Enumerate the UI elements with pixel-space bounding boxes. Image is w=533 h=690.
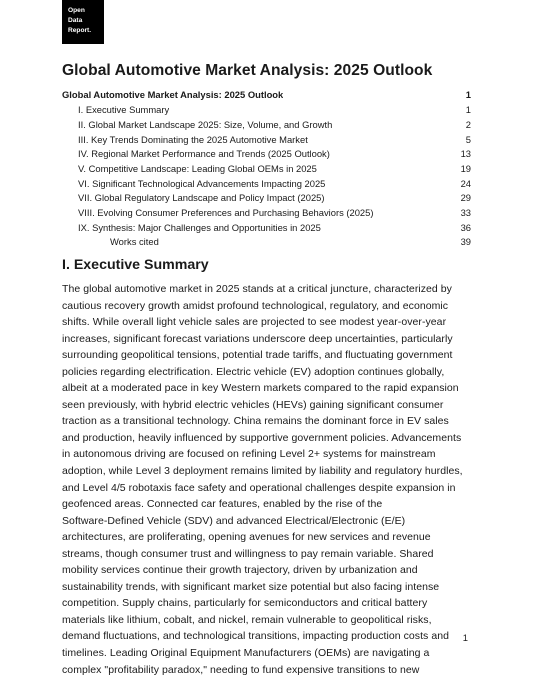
- table-of-contents: [62, 89, 471, 251]
- body-line: competition. Supply chains, particularly for semiconductors and critical battery: [62, 597, 428, 610]
- toc-entry[interactable]: [62, 178, 471, 193]
- toc-entry[interactable]: [62, 222, 471, 237]
- body-line: and Level 4/5 robotaxis face safety and operational challenges despite expansion in: [62, 481, 456, 494]
- toc-entry-page: 29: [460, 192, 471, 204]
- toc-entry-page: 19: [460, 162, 471, 174]
- document-title: Global Automotive Market Analysis: 2025 Outlook: [62, 62, 433, 79]
- toc-entry-label: VIII. Evolving Consumer Preferences and Purchasing Behaviors (2025): [78, 207, 374, 218]
- toc-entry-page: 39: [460, 236, 471, 248]
- body-line: materials like lithium, cobalt, and nickel, remain vulnerable to geopolitical risks,: [62, 613, 432, 626]
- page-number: 1: [462, 632, 468, 643]
- toc-entry-page: 36: [460, 221, 471, 233]
- body-line: streams, though consumer trust and willingness to pay remain variable. Shared: [62, 547, 434, 560]
- toc-entry-page: 13: [460, 148, 471, 160]
- body-line: policies regarding electrification. Electric vehicle (EV) adoption continues globally,: [62, 365, 445, 378]
- toc-entry-page: 5: [465, 133, 471, 145]
- body-line: geofenced areas. Connected car features, enabled by the rise of the: [62, 498, 383, 511]
- toc-entry[interactable]: [62, 192, 471, 207]
- body-line: albeit at a moderated pace in key Western markets compared to the rapid expansion: [62, 382, 459, 395]
- body-line: sustainability trends, with significant market size potential but also facing intense: [62, 580, 440, 593]
- toc-entry[interactable]: [62, 134, 471, 149]
- body-line: seen previously, with hybrid electric vehicles (HEVs) gaining significant consumer: [62, 398, 444, 411]
- toc-entry[interactable]: [62, 207, 471, 222]
- body-line: adoption, while Level 3 deployment remains limited by liability and regulatory hurdles,: [62, 465, 463, 478]
- toc-entry-label: VII. Global Regulatory Landscape and Policy Impact (2025): [78, 192, 325, 204]
- toc-entry[interactable]: [62, 119, 471, 134]
- toc-entry[interactable]: [62, 89, 471, 104]
- body-line: traction as a transitional technology. China remains the dominant force in EV sales: [62, 415, 449, 428]
- logo: [62, 0, 104, 44]
- toc-entry-label: IX. Synthesis: Major Challenges and Opportunities in 2025: [78, 221, 321, 233]
- logo-line: Open: [68, 7, 85, 14]
- toc-entry[interactable]: [62, 148, 471, 163]
- toc-entry-label: VI. Significant Technological Advancements Impacting 2025: [78, 177, 326, 189]
- toc-entry[interactable]: [62, 163, 471, 178]
- section-heading: I. Executive Summary: [62, 257, 209, 273]
- body-paragraph: [62, 281, 474, 678]
- toc-entry-label: I. Executive Summary: [78, 104, 170, 116]
- toc-entry-page: 24: [460, 177, 471, 189]
- toc-entry[interactable]: [62, 236, 471, 251]
- body-line: increases, significant forecast variations underscore deep uncertainties, particularly: [62, 332, 453, 345]
- toc-entry-page: 1: [465, 89, 471, 100]
- body-line: Software-Defined Vehicle (SDV) and advanced Electrical/Electronic (E/E): [62, 514, 406, 527]
- toc-entry-label: Works cited: [110, 236, 159, 248]
- body-line: complex "profitability paradox," needing to fund expensive transitions to new: [62, 663, 420, 676]
- body-line: demand fluctuations, and technological transitions, impacting production costs and: [62, 630, 449, 643]
- body-line: architectures, are proliferating, opening avenues for new services and revenue: [62, 531, 431, 544]
- body-line: in autonomous driving are focused on refining Level 2+ systems for mainstream: [62, 448, 436, 461]
- body-line: timelines. Leading Original Equipment Manufacturers (OEMs) are navigating a: [62, 647, 430, 660]
- toc-entry-label: II. Global Market Landscape 2025: Size, Volume, and Growth: [78, 118, 333, 130]
- body-line: and production, heavily influenced by supportive government policies. Advancements: [62, 431, 462, 444]
- toc-entry[interactable]: [62, 104, 471, 119]
- toc-entry-page: 2: [465, 118, 471, 130]
- logo-line: Data: [68, 17, 83, 24]
- body-line: surrounding geopolitical tensions, potential trade tariffs, and fluctuating government: [62, 349, 453, 362]
- toc-entry-page: 33: [460, 207, 471, 218]
- body-line: mobility services continue their growth trajectory, driven by urbanization and: [62, 564, 418, 577]
- toc-entry-label: V. Competitive Landscape: Leading Global OEMs in 2025: [78, 162, 317, 174]
- toc-entry-label: Global Automotive Market Analysis: 2025 Outlook: [62, 89, 284, 100]
- logo-line: Report.: [68, 27, 92, 34]
- toc-entry-page: 1: [465, 104, 471, 116]
- body-line: cautious recovery growth amidst profound technological, regulatory, and economic: [62, 299, 449, 312]
- toc-entry-label: III. Key Trends Dominating the 2025 Automotive Market: [78, 133, 308, 145]
- body-line: shifts. While overall light vehicle sales are projected to see modest year-over-year: [62, 316, 447, 329]
- toc-entry-label: IV. Regional Market Performance and Trends (2025 Outlook): [78, 148, 330, 160]
- body-line: The global automotive market in 2025 stands at a critical juncture, characterized by: [62, 283, 452, 295]
